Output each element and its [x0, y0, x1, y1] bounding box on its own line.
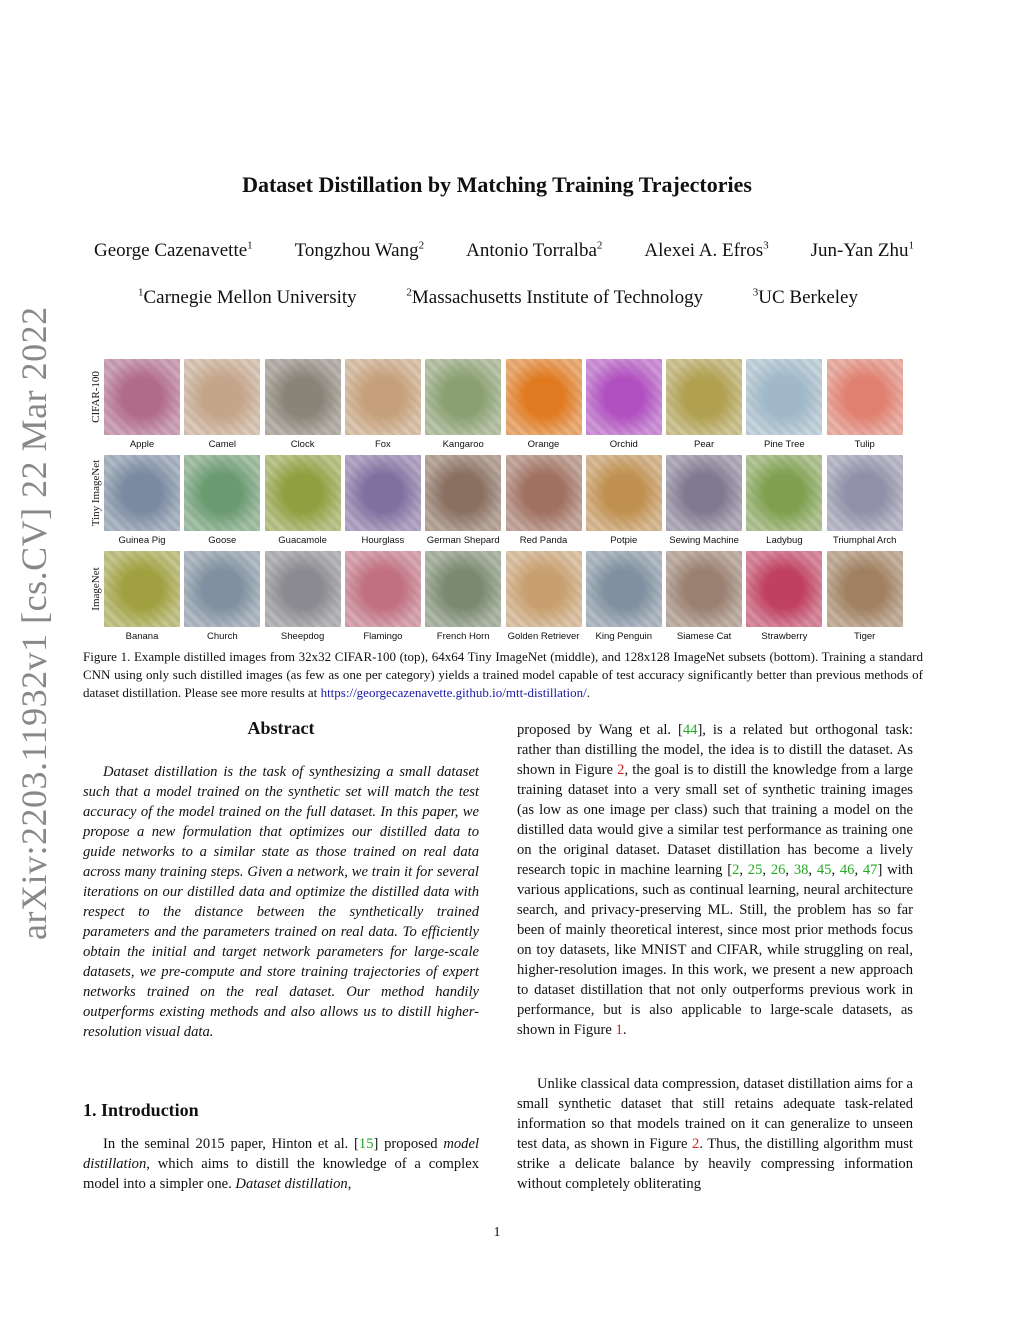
distilled-image: [506, 359, 582, 435]
author: George Cazenavette$^1$: [94, 239, 253, 261]
figure-link[interactable]: 2: [692, 1136, 700, 1152]
citation-link[interactable]: 47: [862, 862, 878, 878]
image-caption: Orchid: [609, 439, 638, 450]
image-caption: Guacamole: [278, 535, 327, 546]
figure-1-caption: Figure 1. Example distilled images from 32x32 CIFAR-100 (top), 64x64 Tiny ImageNet (middle), and 128x128 ImageNet subsets (bottom). Training a standard CNN using only such distilled images (as few as one per category) yields a trained model capable of test accuracy significantly better than previous methods of dataset distillation. Please see more results at https://georgecazenavette.github.io/mtt-distillation/.: [83, 649, 923, 700]
image-caption: Tulip: [854, 439, 875, 450]
image-caption: Sewing Machine: [669, 535, 739, 546]
distilled-image: [586, 359, 662, 435]
distilled-image: [184, 359, 260, 435]
paper-title: Dataset Distillation by Matching Training Trajectories: [242, 172, 752, 197]
image-caption: Ladybug: [766, 535, 803, 546]
image-caption: French Horn: [436, 631, 490, 642]
intro-body: In the seminal 2015 paper, Hinton et al. [15] proposed model distillation, which aims to distill the knowledge of a complex model into a simpler one. Dataset distillation,: [83, 1136, 479, 1192]
image-caption: Strawberry: [761, 631, 808, 642]
image-caption: Camel: [208, 439, 237, 450]
right-column-paragraph-2: Unlike classical data compression, dataset distillation aims for a small synthetic dataset that still retains adequate task-related information so that models trained on it can generalize to unseen test data, as shown in Figure 2. Thus, the distilling algorithm must strike a delicate balance by heavily compressing information without completely obliterating: [517, 1076, 913, 1192]
distilled-image: [586, 455, 662, 531]
image-caption: Pine Tree: [764, 439, 805, 450]
image-caption: German Shepard: [426, 535, 500, 546]
image-caption: Siamese Cat: [676, 631, 732, 642]
distilled-image: [345, 359, 421, 435]
figure-link[interactable]: 1: [615, 1022, 623, 1038]
image-caption: Banana: [125, 631, 159, 642]
citation-link[interactable]: 25: [747, 862, 763, 878]
distilled-image: [827, 551, 903, 627]
affiliation-list: [138, 287, 858, 309]
distilled-image: [666, 359, 742, 435]
affiliation: $^3$UC Berkeley: [752, 286, 858, 308]
figure-row-label: CIFAR-100: [90, 371, 102, 423]
arxiv-stamp: arXiv:2203.11932v1 [cs.CV] 22 Mar 2022: [14, 306, 54, 940]
distilled-image: [746, 359, 822, 435]
citation-link[interactable]: 38: [793, 862, 809, 878]
image-caption: Clock: [290, 439, 315, 450]
distilled-image: [265, 455, 341, 531]
distilled-image: [586, 551, 662, 627]
distilled-image: [425, 359, 501, 435]
author: Alexei A. Efros$^3$: [644, 239, 769, 261]
distilled-image: [746, 455, 822, 531]
citation-link[interactable]: 26: [770, 862, 786, 878]
image-caption: Kangaroo: [442, 439, 484, 450]
image-caption: Sheepdog: [280, 631, 325, 642]
distilled-image: [265, 359, 341, 435]
image-caption: Guinea Pig: [118, 535, 166, 546]
distilled-image: [506, 551, 582, 627]
page-number: 1: [493, 1225, 501, 1240]
intro-heading: 1. Introduction: [83, 1100, 199, 1120]
citation-link[interactable]: 2: [732, 862, 740, 878]
image-caption: Hourglass: [361, 535, 405, 546]
image-caption: Fox: [374, 439, 391, 450]
distilled-image: [666, 455, 742, 531]
right-column-paragraph-1: proposed by Wang et al. [44], is a related but orthogonal task: rather than distilling the model, the idea is to distill the dataset. As shown in Figure 2, the goal is to distill the knowledge from a large training dataset into a very small set of synthetic training images (as low as one image per class) such that training a model on the distilled data would give a similar test performance as training one on the original dataset. Dataset distillation has become a lively research topic in machine learning [2, 25, 26, 38, 45, 46, 47] with various applications, such as continual learning, neural architecture search, and privacy-preserving ML. Still, the problem has so far been of mainly theoretical interest, since most prior methods focus on toy datasets, like MNIST and CIFAR, while struggling on real, higher-resolution images. In this work, we present a new approach to dataset distillation that not only outperforms previous work in performance, but is also applicable to large-scale datasets, as shown in Figure 1.: [517, 722, 914, 1038]
citation-link[interactable]: 44: [682, 722, 698, 738]
image-caption: King Penguin: [595, 631, 653, 642]
citation-link[interactable]: 45: [816, 862, 832, 878]
figure-link[interactable]: 2: [617, 762, 625, 778]
author: Jun-Yan Zhu$^1$: [810, 239, 914, 261]
image-caption: Orange: [527, 439, 560, 450]
image-caption: Goose: [208, 535, 237, 546]
image-caption: Golden Retriever: [507, 631, 580, 642]
distilled-image: [506, 455, 582, 531]
distilled-image: [425, 455, 501, 531]
image-caption: Pear: [694, 439, 715, 450]
image-caption: Flamingo: [363, 631, 403, 642]
results-link[interactable]: https://georgecazenavette.github.io/mtt-distillation/: [320, 685, 587, 700]
image-caption: Church: [206, 631, 238, 642]
image-caption: Triumphal Arch: [832, 535, 897, 546]
abstract-heading: Abstract: [247, 718, 315, 738]
distilled-image: [425, 551, 501, 627]
distilled-image: [345, 455, 421, 531]
distilled-image: [827, 359, 903, 435]
distilled-image: [104, 359, 180, 435]
image-caption: Red Panda: [519, 535, 568, 546]
distilled-image: [104, 455, 180, 531]
author: Tongzhou Wang$^2$: [294, 239, 425, 261]
distilled-image: [345, 551, 421, 627]
affiliation: $^2$Massachusetts Institute of Technology: [406, 286, 704, 308]
citation-link[interactable]: 46: [839, 862, 855, 878]
distilled-image: [265, 551, 341, 627]
author-list: [94, 240, 914, 262]
distilled-image: [184, 551, 260, 627]
abstract-body: Dataset distillation is the task of synthesizing a small dataset such that a model trained on the synthetic set will match the test accuracy of the model trained on the full dataset. In this paper, we propose a new formulation that optimizes our distilled data to guide networks to a similar state as those trained on real data across many training steps. Given a network, we train it for several iterations on our distilled data and optimize the distilled data with respect to the distance between the synthetically trained parameters and the parameters trained on real data. To efficiently obtain the initial and target network parameters for large-scale datasets, we pre-compute and store training trajectories of expert networks trained on the real dataset. Our method handily outperforms existing methods and also allows us to distill higher-resolution visual data.: [83, 764, 479, 1040]
image-caption: Potpie: [610, 535, 638, 546]
image-caption: Tiger: [854, 631, 876, 642]
author: Antonio Torralba$^2$: [466, 239, 603, 261]
figure-row-label: ImageNet: [90, 567, 102, 611]
figure-row-label: Tiny ImageNet: [90, 459, 102, 527]
citation-link[interactable]: 15: [358, 1136, 374, 1152]
distilled-image: [666, 551, 742, 627]
image-caption: Apple: [129, 439, 155, 450]
distilled-image: [184, 455, 260, 531]
distilled-image: [746, 551, 822, 627]
distilled-image: [104, 551, 180, 627]
distilled-image: [827, 455, 903, 531]
affiliation: $^1$Carnegie Mellon University: [138, 286, 357, 308]
